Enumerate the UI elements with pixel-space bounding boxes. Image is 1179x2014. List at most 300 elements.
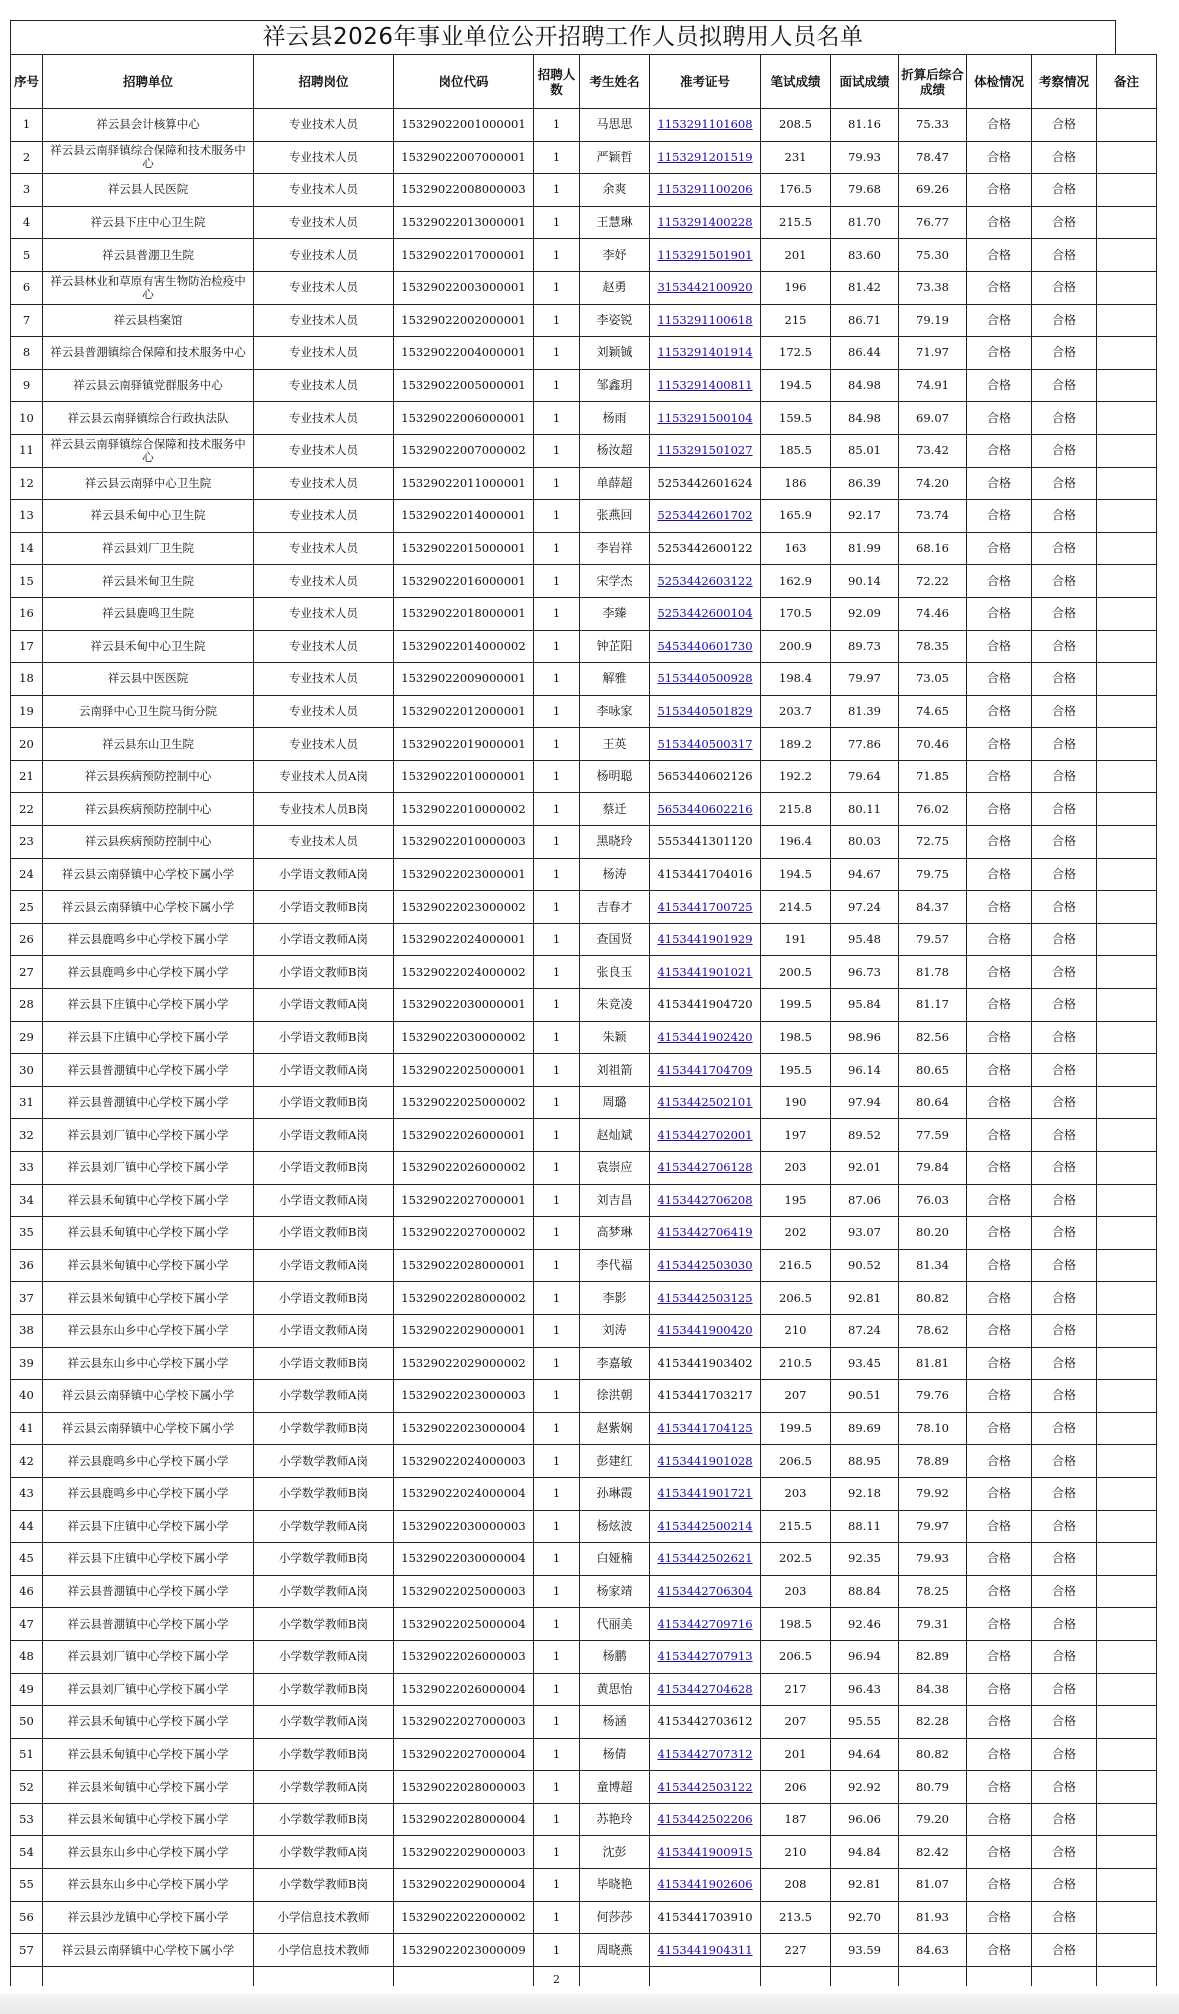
- headcount-cell: 1: [534, 369, 580, 402]
- headcount-cell: 1: [534, 1184, 580, 1217]
- interview-score-cell: 92.70: [831, 1901, 899, 1934]
- position-code-cell: 15329022010000003: [394, 826, 534, 859]
- ticket-number-link[interactable]: 5453440601730: [657, 638, 753, 653]
- ticket-number-link[interactable]: 4153442709716: [657, 1616, 753, 1631]
- unit-cell: 祥云县下庄中心卫生院: [43, 206, 254, 239]
- ticket-number-link[interactable]: 4153442704628: [657, 1681, 753, 1696]
- ticket-number-link[interactable]: 4153442706419: [657, 1225, 753, 1240]
- ticket-number-link[interactable]: 1153291101608: [657, 117, 753, 132]
- interview-score-cell: 81.99: [831, 532, 899, 565]
- total-score-cell: 82.56: [899, 1021, 967, 1054]
- header-position: 招聘岗位: [254, 55, 394, 109]
- ticket-number-cell: 5553441301120: [650, 826, 761, 859]
- ticket-number-link[interactable]: 1153291201519: [657, 149, 753, 164]
- ticket-number-link[interactable]: 5253442600104: [657, 606, 753, 621]
- inspection-cell: 合格: [1032, 1934, 1097, 1967]
- position-code-cell: 15329022028000002: [394, 1282, 534, 1315]
- interview-score-cell: 93.59: [831, 1934, 899, 1967]
- medical-check-cell: 合格: [967, 1347, 1032, 1380]
- written-score-cell: [761, 1966, 831, 1986]
- position-cell: 专业技术人员: [254, 532, 394, 565]
- index-cell: 18: [11, 663, 43, 696]
- position-cell: 小学数学教师B岗: [254, 1673, 394, 1706]
- ticket-number-link[interactable]: 5153440501829: [657, 703, 753, 718]
- ticket-number-link[interactable]: 4153442707312: [657, 1746, 753, 1761]
- remarks-cell: [1097, 1119, 1157, 1152]
- candidate-name-cell: 代丽美: [580, 1608, 650, 1641]
- ticket-number-link[interactable]: 4153441901028: [657, 1453, 753, 1468]
- ticket-number-link[interactable]: 4153442503122: [657, 1779, 753, 1794]
- index-cell: 53: [11, 1803, 43, 1836]
- ticket-number-link[interactable]: 4153442503125: [657, 1290, 753, 1305]
- ticket-number-link[interactable]: 4153442707913: [657, 1649, 753, 1664]
- interview-score-cell: 81.16: [831, 109, 899, 142]
- ticket-number-link[interactable]: 4153441902420: [657, 1029, 753, 1044]
- written-score-cell: 163: [761, 532, 831, 565]
- total-score-cell: 80.82: [899, 1738, 967, 1771]
- inspection-cell: 合格: [1032, 141, 1097, 174]
- position-code-cell: 15329022026000001: [394, 1119, 534, 1152]
- inspection-cell: 合格: [1032, 1575, 1097, 1608]
- position-cell: 小学数学教师A岗: [254, 1445, 394, 1478]
- position-cell: 专业技术人员: [254, 304, 394, 337]
- ticket-number-cell: [650, 565, 761, 598]
- position-cell: 专业技术人员: [254, 597, 394, 630]
- index-cell: 23: [11, 826, 43, 859]
- index-cell: 42: [11, 1445, 43, 1478]
- remarks-cell: [1097, 1380, 1157, 1413]
- ticket-number-link[interactable]: 4153442503030: [657, 1258, 753, 1273]
- unit-cell: 祥云县下庄镇中心学校下属小学: [43, 989, 254, 1022]
- position-cell: 专业技术人员: [254, 695, 394, 728]
- position-cell: 专业技术人员B岗: [254, 793, 394, 826]
- ticket-number-link[interactable]: 4153442706304: [657, 1584, 753, 1599]
- ticket-number-link[interactable]: 1153291100206: [657, 182, 753, 197]
- inspection-cell: 合格: [1032, 1477, 1097, 1510]
- unit-cell: 祥云县云南驿镇中心学校下属小学: [43, 1934, 254, 1967]
- table-row: [11, 1543, 1157, 1576]
- remarks-cell: [1097, 109, 1157, 142]
- inspection-cell: 合格: [1032, 1771, 1097, 1804]
- headcount-cell: 1: [534, 1021, 580, 1054]
- ticket-number-link[interactable]: 4153442500214: [657, 1518, 753, 1533]
- total-score-cell: 72.75: [899, 826, 967, 859]
- position-cell: [254, 1966, 394, 1986]
- index-cell: 8: [11, 337, 43, 370]
- table-row: [11, 793, 1157, 826]
- position-cell: 小学语文教师A岗: [254, 1249, 394, 1282]
- total-score-cell: 81.78: [899, 956, 967, 989]
- total-score-cell: 72.22: [899, 565, 967, 598]
- candidate-name-cell: 周璐: [580, 1086, 650, 1119]
- headcount-cell: 1: [534, 989, 580, 1022]
- interview-score-cell: 77.86: [831, 728, 899, 761]
- candidate-name-cell: 朱竞凌: [580, 989, 650, 1022]
- inspection-cell: 合格: [1032, 1836, 1097, 1869]
- headcount-cell: 1: [534, 1445, 580, 1478]
- ticket-number-cell: [650, 891, 761, 924]
- candidate-name-cell: 何莎莎: [580, 1901, 650, 1934]
- table-row: [11, 434, 1157, 467]
- total-score-cell: 81.81: [899, 1347, 967, 1380]
- written-score-cell: 202.5: [761, 1543, 831, 1576]
- index-cell: 19: [11, 695, 43, 728]
- medical-check-cell: 合格: [967, 1217, 1032, 1250]
- index-cell: 13: [11, 500, 43, 533]
- ticket-number-link[interactable]: 4153441901929: [657, 932, 753, 947]
- table-row: [11, 1054, 1157, 1087]
- ticket-number-link[interactable]: 4153441901021: [657, 964, 753, 979]
- remarks-cell: [1097, 1314, 1157, 1347]
- table-row: [11, 337, 1157, 370]
- medical-check-cell: 合格: [967, 174, 1032, 207]
- table-row: [11, 174, 1157, 207]
- candidate-name-cell: 查国贤: [580, 923, 650, 956]
- written-score-cell: 196.4: [761, 826, 831, 859]
- position-cell: 专业技术人员: [254, 500, 394, 533]
- position-cell: 小学数学教师A岗: [254, 1640, 394, 1673]
- inspection-cell: 合格: [1032, 923, 1097, 956]
- position-cell: 小学语文教师B岗: [254, 1152, 394, 1185]
- candidate-name-cell: 赵紫娴: [580, 1412, 650, 1445]
- ticket-number-link[interactable]: 1153291400228: [657, 215, 753, 230]
- table-row: [11, 826, 1157, 859]
- ticket-number-link[interactable]: 4153442702001: [657, 1127, 753, 1142]
- index-cell: 25: [11, 891, 43, 924]
- ticket-number-link[interactable]: 1153291500104: [657, 410, 753, 425]
- remarks-cell: [1097, 1803, 1157, 1836]
- remarks-cell: [1097, 1640, 1157, 1673]
- position-code-cell: 15329022025000003: [394, 1575, 534, 1608]
- unit-cell: 祥云县普淜镇中心学校下属小学: [43, 1575, 254, 1608]
- medical-check-cell: 合格: [967, 1184, 1032, 1217]
- medical-check-cell: 合格: [967, 858, 1032, 891]
- inspection-cell: 合格: [1032, 760, 1097, 793]
- bottom-scroll-fade: [0, 1994, 1179, 2014]
- index-cell: 35: [11, 1217, 43, 1250]
- ticket-number-cell: [650, 500, 761, 533]
- medical-check-cell: 合格: [967, 1803, 1032, 1836]
- written-score-cell: 201: [761, 239, 831, 272]
- ticket-number-link[interactable]: 4153442502206: [657, 1812, 753, 1827]
- medical-check-cell: 合格: [967, 597, 1032, 630]
- total-score-cell: 73.74: [899, 500, 967, 533]
- medical-check-cell: 合格: [967, 1477, 1032, 1510]
- unit-cell: 祥云县刘厂镇中心学校下属小学: [43, 1640, 254, 1673]
- unit-cell: 祥云县云南驿镇中心学校下属小学: [43, 1380, 254, 1413]
- unit-cell: 祥云县云南驿镇中心学校下属小学: [43, 858, 254, 891]
- index-cell: [11, 1966, 43, 1986]
- unit-cell: 祥云县米甸镇中心学校下属小学: [43, 1803, 254, 1836]
- written-score-cell: 200.5: [761, 956, 831, 989]
- unit-cell: 祥云县东山乡中心学校下属小学: [43, 1836, 254, 1869]
- unit-cell: 祥云县云南驿镇中心学校下属小学: [43, 891, 254, 924]
- header-remarks: 备注: [1097, 55, 1157, 109]
- ticket-number-link[interactable]: 5153440500928: [657, 671, 753, 686]
- index-cell: 10: [11, 402, 43, 435]
- table-row: [11, 1673, 1157, 1706]
- table-row: [11, 1803, 1157, 1836]
- written-score-cell: 185.5: [761, 434, 831, 467]
- ticket-number-link[interactable]: 4153442502621: [657, 1551, 753, 1566]
- remarks-cell: [1097, 1412, 1157, 1445]
- ticket-number-cell: [650, 597, 761, 630]
- index-cell: 46: [11, 1575, 43, 1608]
- unit-cell: 祥云县云南驿镇综合行政执法队: [43, 402, 254, 435]
- total-score-cell: 76.02: [899, 793, 967, 826]
- total-score-cell: 78.62: [899, 1314, 967, 1347]
- position-code-cell: 15329022029000002: [394, 1347, 534, 1380]
- inspection-cell: 合格: [1032, 826, 1097, 859]
- remarks-cell: [1097, 1217, 1157, 1250]
- index-cell: 50: [11, 1706, 43, 1739]
- ticket-number-cell: [650, 1021, 761, 1054]
- unit-cell: 祥云县林业和草原有害生物防治检疫中心: [43, 271, 254, 304]
- table-row: [11, 1738, 1157, 1771]
- medical-check-cell: 合格: [967, 826, 1032, 859]
- candidate-name-cell: 周晓燕: [580, 1934, 650, 1967]
- written-score-cell: 198.4: [761, 663, 831, 696]
- interview-score-cell: 79.93: [831, 141, 899, 174]
- interview-score-cell: 84.98: [831, 369, 899, 402]
- inspection-cell: 合格: [1032, 1901, 1097, 1934]
- ticket-number-link[interactable]: 4153441704125: [657, 1421, 753, 1436]
- ticket-number-link[interactable]: 3153442100920: [657, 280, 753, 295]
- total-score-cell: 81.34: [899, 1249, 967, 1282]
- interview-score-cell: 89.52: [831, 1119, 899, 1152]
- total-score-cell: 79.57: [899, 923, 967, 956]
- position-code-cell: 15329022025000001: [394, 1054, 534, 1087]
- inspection-cell: 合格: [1032, 597, 1097, 630]
- headcount-cell: 1: [534, 891, 580, 924]
- partial-table-row: [11, 1966, 1157, 1986]
- interview-score-cell: 92.18: [831, 1477, 899, 1510]
- header-candidate-name: 考生姓名: [580, 55, 650, 109]
- unit-cell: 云南驿中心卫生院马街分院: [43, 695, 254, 728]
- unit-cell: 祥云县米甸镇中心学校下属小学: [43, 1282, 254, 1315]
- total-score-cell: 76.03: [899, 1184, 967, 1217]
- position-code-cell: 15329022027000002: [394, 1217, 534, 1250]
- ticket-number-link[interactable]: 4153441700725: [657, 899, 753, 914]
- position-cell: 专业技术人员: [254, 271, 394, 304]
- candidate-name-cell: 张燕回: [580, 500, 650, 533]
- ticket-number-link[interactable]: 4153441904311: [657, 1942, 753, 1957]
- headcount-cell: 1: [534, 1803, 580, 1836]
- table-row: [11, 891, 1157, 924]
- table-row: [11, 1347, 1157, 1380]
- ticket-number-link[interactable]: 4153441902606: [657, 1877, 753, 1892]
- interview-score-cell: 90.51: [831, 1380, 899, 1413]
- ticket-number-link[interactable]: 1153291501901: [657, 247, 753, 262]
- medical-check-cell: 合格: [967, 760, 1032, 793]
- ticket-number-link[interactable]: 1153291400811: [657, 378, 753, 393]
- headcount-cell: 1: [534, 1249, 580, 1282]
- page-title: 祥云县2026年事业单位公开招聘工作人员拟聘用人员名单: [10, 20, 1116, 54]
- medical-check-cell: 合格: [967, 337, 1032, 370]
- position-code-cell: 15329022025000002: [394, 1086, 534, 1119]
- written-score-cell: 206.5: [761, 1445, 831, 1478]
- unit-cell: 祥云县档案馆: [43, 304, 254, 337]
- medical-check-cell: 合格: [967, 663, 1032, 696]
- position-code-cell: 15329022027000001: [394, 1184, 534, 1217]
- written-score-cell: 165.9: [761, 500, 831, 533]
- position-code-cell: [394, 1966, 534, 1986]
- ticket-number-link[interactable]: 1153291501027: [657, 443, 753, 458]
- candidate-name-cell: 李妤: [580, 239, 650, 272]
- ticket-number-link[interactable]: 4153442706208: [657, 1192, 753, 1207]
- remarks-cell: [1097, 728, 1157, 761]
- remarks-cell: [1097, 695, 1157, 728]
- ticket-number-cell: [650, 663, 761, 696]
- headcount-cell: 1: [534, 337, 580, 370]
- candidate-name-cell: 高梦琳: [580, 1217, 650, 1250]
- ticket-number-link[interactable]: 5253442603122: [657, 573, 753, 588]
- interview-score-cell: 96.43: [831, 1673, 899, 1706]
- candidate-name-cell: 严颖哲: [580, 141, 650, 174]
- written-score-cell: 189.2: [761, 728, 831, 761]
- candidate-name-cell: 袁崇应: [580, 1152, 650, 1185]
- unit-cell: 祥云县禾甸中心卫生院: [43, 500, 254, 533]
- inspection-cell: 合格: [1032, 1119, 1097, 1152]
- inspection-cell: 合格: [1032, 1347, 1097, 1380]
- headcount-cell: 1: [534, 1543, 580, 1576]
- unit-cell: 祥云县东山乡中心学校下属小学: [43, 1869, 254, 1902]
- ticket-number-link[interactable]: 5253442601702: [657, 508, 753, 523]
- interview-score-cell: 92.81: [831, 1282, 899, 1315]
- index-cell: 11: [11, 434, 43, 467]
- position-cell: 专业技术人员: [254, 467, 394, 500]
- unit-cell: 祥云县云南驿镇党群服务中心: [43, 369, 254, 402]
- ticket-number-cell: [650, 206, 761, 239]
- position-cell: 小学语文教师B岗: [254, 956, 394, 989]
- header-medical-check: 体检情况: [967, 55, 1032, 109]
- total-score-cell: 79.19: [899, 304, 967, 337]
- written-score-cell: 210: [761, 1314, 831, 1347]
- candidate-name-cell: 黄思怡: [580, 1673, 650, 1706]
- position-cell: 专业技术人员: [254, 206, 394, 239]
- written-score-cell: 186: [761, 467, 831, 500]
- headcount-cell: 1: [534, 434, 580, 467]
- ticket-number-link[interactable]: 4153441900420: [657, 1323, 753, 1338]
- total-score-cell: 74.20: [899, 467, 967, 500]
- position-code-cell: 15329022010000002: [394, 793, 534, 826]
- inspection-cell: 合格: [1032, 337, 1097, 370]
- headcount-cell: 1: [534, 1640, 580, 1673]
- ticket-number-link[interactable]: 1153291401914: [657, 345, 753, 360]
- table-row: [11, 109, 1157, 142]
- candidate-name-cell: 王慧琳: [580, 206, 650, 239]
- table-row: [11, 1510, 1157, 1543]
- written-score-cell: 199.5: [761, 1412, 831, 1445]
- medical-check-cell: 合格: [967, 1543, 1032, 1576]
- written-score-cell: 215.8: [761, 793, 831, 826]
- ticket-number-link[interactable]: 4153441900915: [657, 1844, 753, 1859]
- inspection-cell: 合格: [1032, 434, 1097, 467]
- ticket-number-cell: [650, 1152, 761, 1185]
- position-code-cell: 15329022015000001: [394, 532, 534, 565]
- headcount-cell: 1: [534, 500, 580, 533]
- position-code-cell: 15329022014000002: [394, 630, 534, 663]
- total-score-cell: 80.20: [899, 1217, 967, 1250]
- unit-cell: 祥云县刘厂镇中心学校下属小学: [43, 1152, 254, 1185]
- interview-score-cell: 87.24: [831, 1314, 899, 1347]
- headcount-cell: 1: [534, 1901, 580, 1934]
- position-cell: 小学语文教师A岗: [254, 1119, 394, 1152]
- position-cell: 小学数学教师B岗: [254, 1738, 394, 1771]
- index-cell: 40: [11, 1380, 43, 1413]
- position-code-cell: 15329022030000003: [394, 1510, 534, 1543]
- index-cell: 29: [11, 1021, 43, 1054]
- written-score-cell: 216.5: [761, 1249, 831, 1282]
- ticket-number-link[interactable]: 5153440500317: [657, 736, 753, 751]
- table-row: [11, 271, 1157, 304]
- ticket-number-cell: [650, 695, 761, 728]
- total-score-cell: 73.38: [899, 271, 967, 304]
- candidate-name-cell: 杨倩: [580, 1738, 650, 1771]
- document-page: [10, 20, 1139, 1987]
- ticket-number-cell: [650, 109, 761, 142]
- remarks-cell: [1097, 1966, 1157, 1986]
- ticket-number-link[interactable]: 4153442502101: [657, 1095, 753, 1110]
- written-score-cell: 213.5: [761, 1901, 831, 1934]
- inspection-cell: 合格: [1032, 1869, 1097, 1902]
- written-score-cell: 203: [761, 1575, 831, 1608]
- table-row: [11, 1249, 1157, 1282]
- index-cell: 20: [11, 728, 43, 761]
- candidate-name-cell: 解雅: [580, 663, 650, 696]
- inspection-cell: 合格: [1032, 1380, 1097, 1413]
- total-score-cell: 84.37: [899, 891, 967, 924]
- ticket-number-link[interactable]: 1153291100618: [657, 312, 753, 327]
- ticket-number-link[interactable]: 4153442706128: [657, 1160, 753, 1175]
- interview-score-cell: 88.95: [831, 1445, 899, 1478]
- headcount-cell: 1: [534, 663, 580, 696]
- medical-check-cell: [967, 1966, 1032, 1986]
- position-cell: 小学数学教师B岗: [254, 1543, 394, 1576]
- medical-check-cell: 合格: [967, 532, 1032, 565]
- total-score-cell: 76.77: [899, 206, 967, 239]
- ticket-number-link[interactable]: 5653440602216: [657, 801, 753, 816]
- total-score-cell: 75.33: [899, 109, 967, 142]
- medical-check-cell: 合格: [967, 1445, 1032, 1478]
- ticket-number-link[interactable]: 4153441704709: [657, 1062, 753, 1077]
- table-row: [11, 1869, 1157, 1902]
- medical-check-cell: 合格: [967, 1152, 1032, 1185]
- remarks-cell: [1097, 891, 1157, 924]
- position-code-cell: 15329022026000003: [394, 1640, 534, 1673]
- ticket-number-cell: [650, 793, 761, 826]
- candidate-name-cell: 孙琳霞: [580, 1477, 650, 1510]
- headcount-cell: 1: [534, 109, 580, 142]
- ticket-number-link[interactable]: 4153441901721: [657, 1486, 753, 1501]
- interview-score-cell: 92.81: [831, 1869, 899, 1902]
- headcount-cell: 1: [534, 1152, 580, 1185]
- ticket-number-cell: [650, 402, 761, 435]
- candidate-name-cell: 毕晓艳: [580, 1869, 650, 1902]
- total-score-cell: 79.97: [899, 1510, 967, 1543]
- inspection-cell: 合格: [1032, 1086, 1097, 1119]
- interview-score-cell: 87.06: [831, 1184, 899, 1217]
- remarks-cell: [1097, 956, 1157, 989]
- total-score-cell: 77.59: [899, 1119, 967, 1152]
- headcount-cell: 1: [534, 1086, 580, 1119]
- table-row: [11, 1217, 1157, 1250]
- medical-check-cell: 合格: [967, 891, 1032, 924]
- unit-cell: 祥云县普淜镇综合保障和技术服务中心: [43, 337, 254, 370]
- headcount-cell: 1: [534, 728, 580, 761]
- unit-cell: 祥云县鹿鸣卫生院: [43, 597, 254, 630]
- headcount-cell: 1: [534, 1119, 580, 1152]
